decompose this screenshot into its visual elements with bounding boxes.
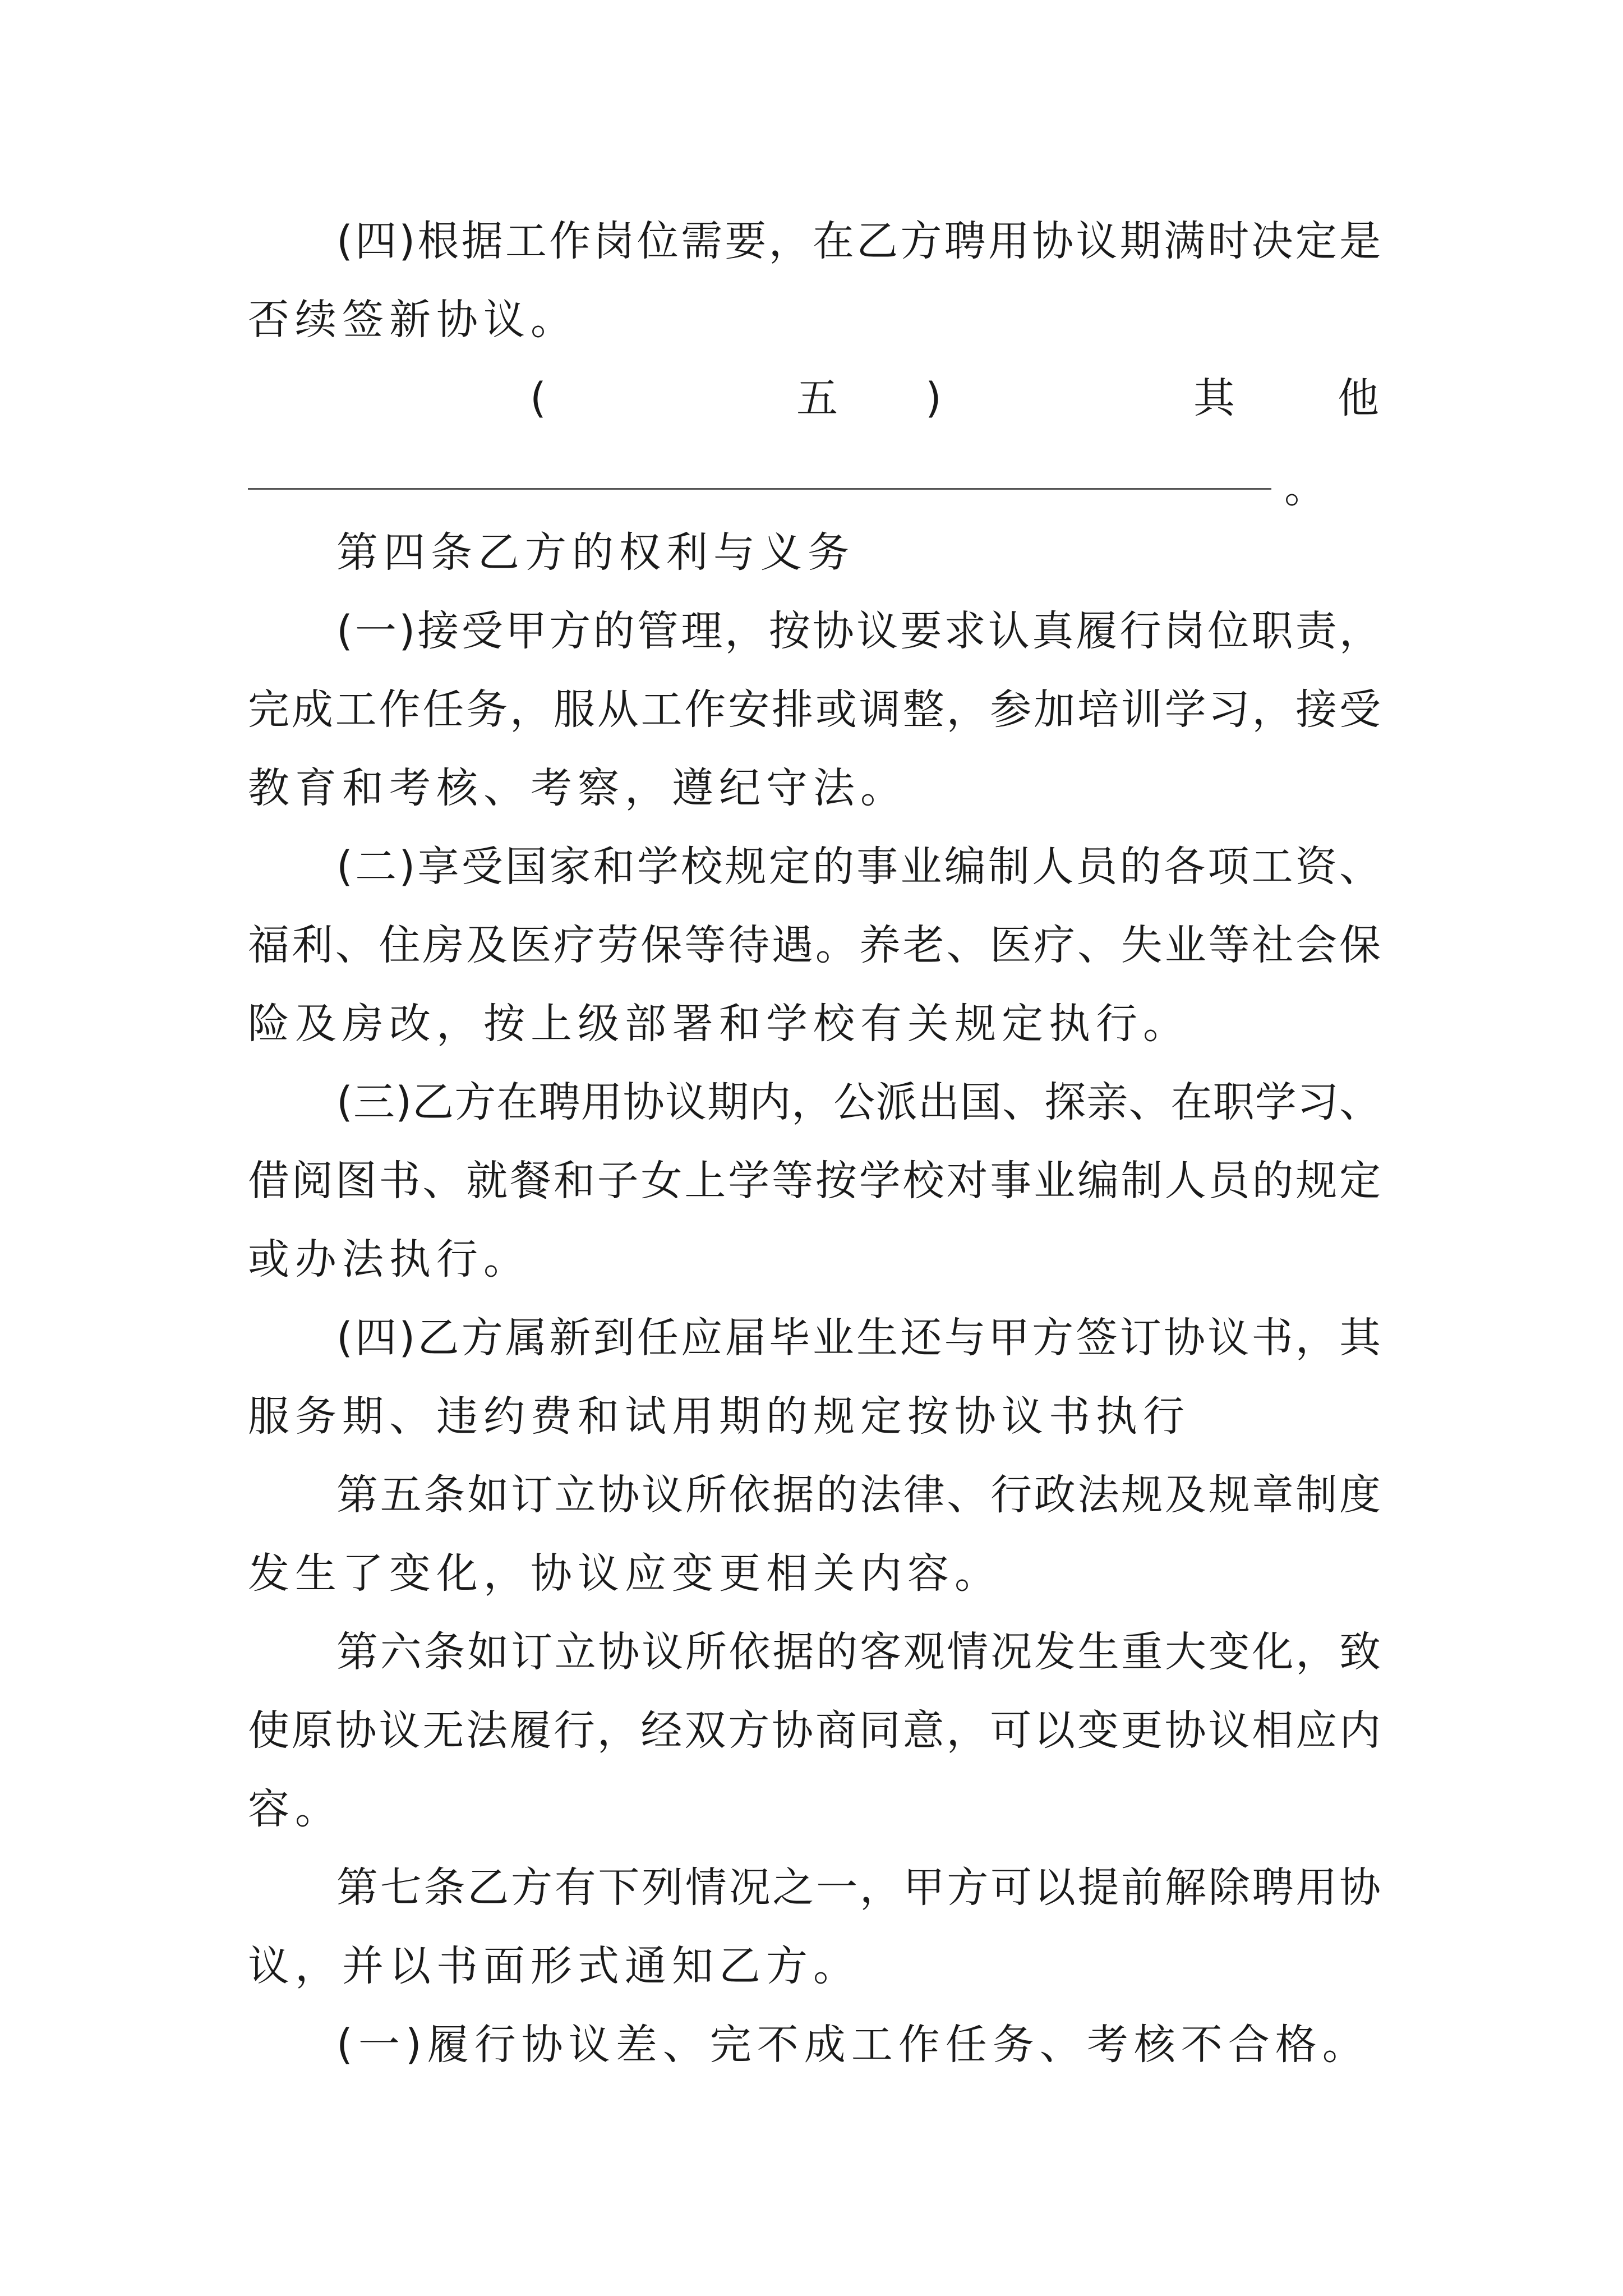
paragraph-line: 险及房改，按上级部署和学校有关规定执行。 — [248, 1000, 1190, 1048]
item-five-number: 五 — [796, 374, 838, 422]
paragraph-line: (一)履行协议差、完不成工作任务、考核不合格。 — [336, 2021, 1370, 2069]
paragraph-line: 教育和考核、考察，遵纪守法。 — [248, 764, 907, 812]
fill-in-blank-line — [248, 488, 1271, 490]
paragraph-line: 服务期、违约费和试用期的规定按协议书执行 — [248, 1392, 1190, 1441]
paragraph-line: (三)乙方在聘用协议期内，公派出国、探亲、在职学习、 — [336, 1078, 1381, 1126]
blank-period: 。 — [1284, 464, 1326, 512]
paragraph-line: 否续签新协议。 — [248, 296, 578, 344]
paragraph-line: 容。 — [248, 1785, 342, 1833]
paragraph-line: (四)根据工作岗位需要，在乙方聘用协议期满时决定是 — [336, 217, 1381, 265]
paragraph-line: 完成工作任务，服从工作安排或调整，参加培训学习，接受 — [248, 685, 1381, 734]
item-five-char-ta: 他 — [1338, 374, 1379, 422]
paragraph-line: 议，并以书面形式通知乙方。 — [248, 1942, 860, 1990]
item-five-open-paren: ( — [530, 374, 546, 422]
paragraph-line: 第五条如订立协议所依据的法律、行政法规及规章制度 — [336, 1471, 1381, 1519]
paragraph-line: 借阅图书、就餐和子女上学等按学校对事业编制人员的规定 — [248, 1157, 1381, 1205]
paragraph-line: 使原协议无法履行，经双方协商同意，可以变更协议相应内 — [248, 1706, 1381, 1755]
section-heading: 第四条乙方的权利与义务 — [336, 528, 855, 577]
item-five-close-paren: ) — [925, 374, 942, 422]
paragraph-line: 或办法执行。 — [248, 1235, 531, 1283]
paragraph-line: 第六条如订立协议所依据的客观情况发生重大变化，致 — [336, 1628, 1381, 1676]
paragraph-line: 发生了变化，协议应变更相关内容。 — [248, 1549, 1002, 1598]
paragraph-line: (二)享受国家和学校规定的事业编制人员的各项工资、 — [336, 843, 1381, 891]
item-five-char-qi: 其 — [1193, 374, 1235, 422]
paragraph-line: 福利、住房及医疗劳保等待遇。养老、医疗、失业等社会保 — [248, 921, 1381, 969]
paragraph-line: (四)乙方属新到任应届毕业生还与甲方签订协议书，其 — [336, 1314, 1381, 1362]
paragraph-line: (一)接受甲方的管理，按协议要求认真履行岗位职责， — [336, 607, 1381, 655]
paragraph-line: 第七条乙方有下列情况之一，甲方可以提前解除聘用协 — [336, 1864, 1381, 1912]
